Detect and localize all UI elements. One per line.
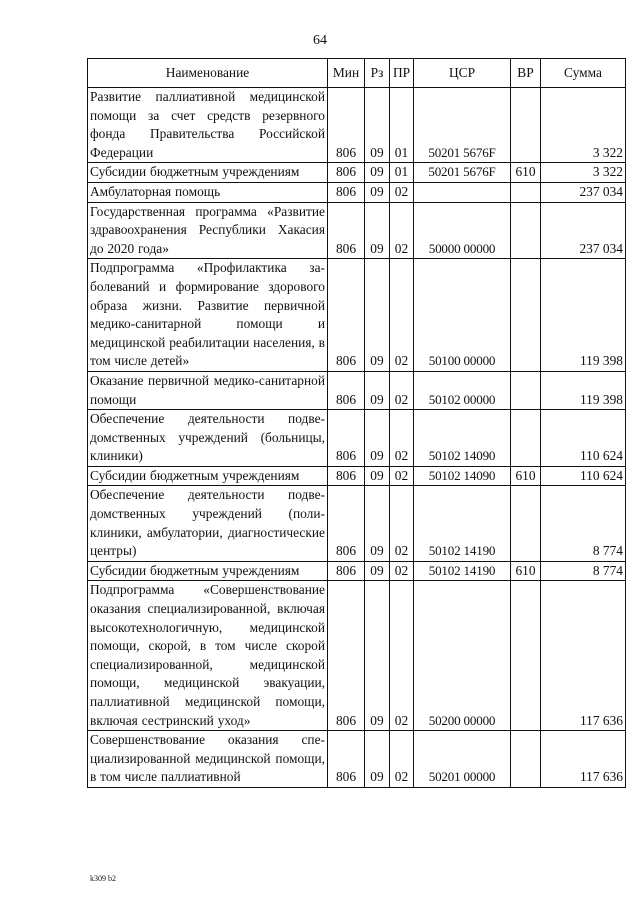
cell-pr: 01 — [390, 163, 414, 183]
cell-rz: 09 — [365, 259, 390, 372]
cell-name: Развитие паллиативной медицинской помощи за счет средств резервного фонда Правительства Российской Федерации — [88, 88, 328, 163]
cell-sum: 110 624 — [541, 410, 626, 467]
cell-pr: 02 — [390, 486, 414, 561]
cell-pr: 02 — [390, 371, 414, 409]
cell-csr: 50102 00000 — [414, 371, 511, 409]
header-min: Мин — [328, 59, 365, 88]
cell-vr — [511, 202, 541, 259]
cell-rz: 09 — [365, 466, 390, 486]
cell-min: 806 — [328, 486, 365, 561]
cell-min: 806 — [328, 182, 365, 202]
table-body — [88, 88, 626, 788]
header-row — [88, 59, 626, 88]
cell-csr — [414, 182, 511, 202]
cell-vr — [511, 731, 541, 788]
cell-vr — [511, 259, 541, 372]
cell-vr — [511, 88, 541, 163]
cell-pr: 02 — [390, 466, 414, 486]
cell-sum: 8 774 — [541, 561, 626, 581]
cell-vr — [511, 486, 541, 561]
cell-csr: 50201 5676F — [414, 88, 511, 163]
cell-sum: 3 322 — [541, 88, 626, 163]
cell-name: Оказание первичной медико-санитарной помощи — [88, 371, 328, 409]
cell-vr — [511, 182, 541, 202]
cell-vr — [511, 581, 541, 731]
header-name: Наименование — [88, 59, 328, 88]
cell-name: Субсидии бюджетным учреждениям — [88, 163, 328, 183]
table-row — [88, 259, 626, 372]
cell-rz: 09 — [365, 371, 390, 409]
header-vr: ВР — [511, 59, 541, 88]
cell-sum: 117 636 — [541, 731, 626, 788]
cell-sum: 237 034 — [541, 182, 626, 202]
budget-table — [87, 58, 626, 788]
cell-rz: 09 — [365, 410, 390, 467]
cell-csr: 50201 00000 — [414, 731, 511, 788]
page-number: 64 — [313, 33, 327, 48]
cell-csr: 50102 14090 — [414, 466, 511, 486]
cell-csr: 50102 14090 — [414, 410, 511, 467]
cell-sum: 110 624 — [541, 466, 626, 486]
cell-rz: 09 — [365, 561, 390, 581]
cell-rz: 09 — [365, 88, 390, 163]
table-row — [88, 731, 626, 788]
cell-pr: 01 — [390, 88, 414, 163]
header-pr: ПР — [390, 59, 414, 88]
cell-rz: 09 — [365, 731, 390, 788]
cell-pr: 02 — [390, 581, 414, 731]
table-header — [88, 59, 626, 88]
cell-sum: 117 636 — [541, 581, 626, 731]
cell-name: Подпрограмма «Совершенствование оказания специализированной, включая высокотехнологичную, медицинской помощи, скорой, в том числе скорой специализированной, медицинской помощи, медицинской эвакуации, паллиативной медицинской помощи, включая сестринский уход» — [88, 581, 328, 731]
cell-min: 806 — [328, 259, 365, 372]
cell-rz: 09 — [365, 486, 390, 561]
table-row — [88, 466, 626, 486]
cell-min: 806 — [328, 88, 365, 163]
table-row — [88, 561, 626, 581]
cell-csr: 50201 5676F — [414, 163, 511, 183]
cell-sum: 3 322 — [541, 163, 626, 183]
cell-rz: 09 — [365, 163, 390, 183]
cell-min: 806 — [328, 581, 365, 731]
table-row — [88, 163, 626, 183]
cell-name: Государственная программа «Развитие здравоохранения Республики Хакасия до 2020 года» — [88, 202, 328, 259]
cell-vr — [511, 410, 541, 467]
cell-rz: 09 — [365, 202, 390, 259]
table-row — [88, 486, 626, 561]
cell-name: Обеспечение деятельности подведомственных учреждений (поликлиники, амбулатории, диагностические центры) — [88, 486, 328, 561]
cell-name: Обеспечение деятельности подведомственных учреждений (больницы, клиники) — [88, 410, 328, 467]
cell-pr: 02 — [390, 731, 414, 788]
table-row — [88, 581, 626, 731]
table-row — [88, 202, 626, 259]
cell-sum: 119 398 — [541, 371, 626, 409]
cell-csr: 50000 00000 — [414, 202, 511, 259]
cell-pr: 02 — [390, 202, 414, 259]
cell-min: 806 — [328, 202, 365, 259]
cell-csr: 50102 14190 — [414, 561, 511, 581]
cell-sum: 237 034 — [541, 202, 626, 259]
cell-rz: 09 — [365, 182, 390, 202]
cell-vr — [511, 371, 541, 409]
cell-vr: 610 — [511, 561, 541, 581]
cell-name: Совершенствование оказания специализированной медицинской помощи, в том числе паллиативной — [88, 731, 328, 788]
table-row — [88, 410, 626, 467]
cell-min: 806 — [328, 731, 365, 788]
cell-sum: 119 398 — [541, 259, 626, 372]
cell-vr: 610 — [511, 466, 541, 486]
table-row — [88, 88, 626, 163]
cell-csr: 50200 00000 — [414, 581, 511, 731]
cell-pr: 02 — [390, 259, 414, 372]
cell-min: 806 — [328, 466, 365, 486]
cell-min: 806 — [328, 163, 365, 183]
cell-sum: 8 774 — [541, 486, 626, 561]
cell-pr: 02 — [390, 410, 414, 467]
header-csr: ЦСР — [414, 59, 511, 88]
header-rz: Рз — [365, 59, 390, 88]
cell-csr: 50102 14190 — [414, 486, 511, 561]
cell-name: Подпрограмма «Профилактика заболеваний и формирование здорового образа жизни. Развитие первичной медико-санитарной помощи и медицинской реабилитации населения, в том числе детей» — [88, 259, 328, 372]
cell-name: Амбулаторная помощь — [88, 182, 328, 202]
cell-min: 806 — [328, 561, 365, 581]
cell-name: Субсидии бюджетным учреждениям — [88, 466, 328, 486]
cell-csr: 50100 00000 — [414, 259, 511, 372]
header-sum: Сумма — [541, 59, 626, 88]
table-row — [88, 371, 626, 409]
cell-pr: 02 — [390, 182, 414, 202]
cell-min: 806 — [328, 410, 365, 467]
cell-name: Субсидии бюджетным учреждениям — [88, 561, 328, 581]
table-row — [88, 182, 626, 202]
cell-vr: 610 — [511, 163, 541, 183]
cell-pr: 02 — [390, 561, 414, 581]
cell-min: 806 — [328, 371, 365, 409]
footer-code: k309 b2 — [90, 874, 116, 883]
cell-rz: 09 — [365, 581, 390, 731]
